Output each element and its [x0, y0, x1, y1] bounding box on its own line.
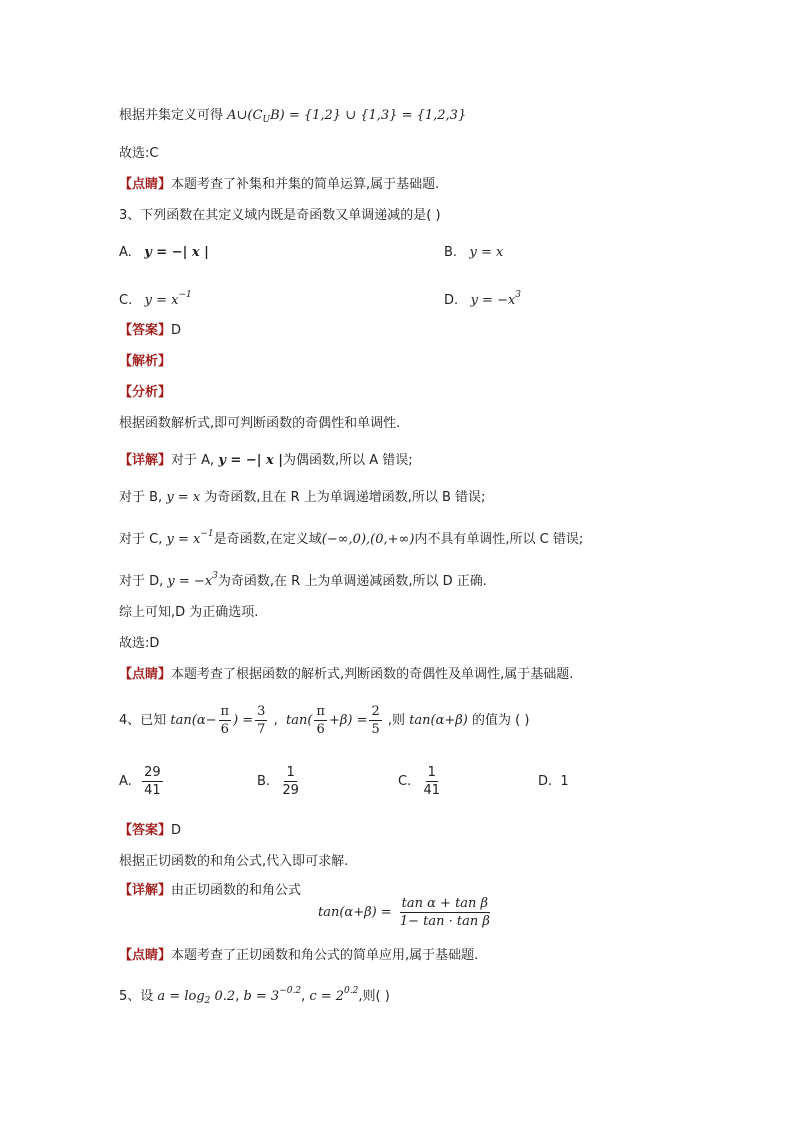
q3-detail-b: 对于 B, y = x 为奇函数,且在 R 上为单调递增函数,所以 B 错误;	[119, 490, 486, 505]
q3-option-a: A. y = −| x |	[119, 245, 209, 260]
prev-choice: 故选:C	[119, 146, 159, 161]
union-line	[119, 106, 466, 130]
q3-detail-d: 对于 D, $y = -x^3$为奇函数,在 R 上为单调递减函数,所以 D 正确.	[119, 571, 487, 589]
q3-fenxi-text: 根据函数解析式,即可判断函数的奇偶性和单调性.	[119, 416, 401, 431]
q4-hint: 根据正切函数的和角公式,代入即可求解.	[119, 854, 349, 869]
q3-dianjing: 【点睛】本题考查了根据函数的解析式,判断函数的奇偶性及单调性,属于基础题.	[119, 667, 574, 682]
q3-detail-c: 对于 C, $y = x^{-1}$是奇函数,在定义域(−∞,0),(0,+∞)内不具有单调性,所以 C 错误;	[119, 529, 584, 547]
q4-formula: tan(α+β) = $\frac{\text{tan α + tan β}}{\text{1− tan · tan β}}$	[318, 896, 490, 929]
q4-detail: 【详解】由正切函数的和角公式	[119, 883, 302, 898]
q3-jiexi: 【解析】	[119, 354, 172, 369]
union-formula: $A\cup(C_UB) = \{1,2\}$ ∪ {1,3} = {1,2,3}	[227, 108, 467, 125]
q3-answer: 【答案】D	[119, 323, 182, 338]
q3-detail-a: 【详解】对于 A, y = −| x |为偶函数,所以 A 错误;	[119, 453, 413, 468]
q3-choice: 故选:D	[119, 636, 160, 651]
q3-option-b: B. y = x	[444, 245, 504, 260]
prev-dianjing: 【点睛】本题考查了补集和并集的简单运算,属于基础题.	[119, 177, 440, 192]
q4-dianjing: 【点睛】本题考查了正切函数和角公式的简单应用,属于基础题.	[119, 948, 479, 963]
q4-option-b: B. $\frac{1}{29}$	[257, 765, 299, 798]
q4-stem: 4、已知 tan(α− $\frac{\pi}{6}$ ) = $\frac{3}{7}$ , tan( $\frac{\pi}{6}$ +β) = $\frac{2}{5}$ ,则 tan(α+β) 的值为 ( )	[119, 704, 530, 737]
q4-option-a: A. $\frac{29}{41}$	[119, 765, 161, 798]
union-text: 根据并集定义可得	[119, 108, 224, 123]
q3-summary: 综上可知,D 为正确选项.	[119, 605, 259, 620]
q5-stem: 5、设 $a = \log_2 0.2$, $b = 3^{-0.2}$, $c = 2^{0.2}$,则( )	[119, 986, 390, 1006]
q3-stem: 3、下列函数在其定义域内既是奇函数又单调递减的是( )	[119, 208, 441, 223]
q4-option-d: D. 1	[538, 774, 569, 789]
q3-option-c: C. $y = x^{-1}$	[119, 290, 192, 308]
q4-option-c: C. $\frac{1}{41}$	[398, 765, 441, 798]
q3-fenxi: 【分析】	[119, 385, 172, 400]
q3-option-d: D. $y = -x^3$	[444, 290, 522, 308]
q4-answer: 【答案】D	[119, 823, 182, 838]
